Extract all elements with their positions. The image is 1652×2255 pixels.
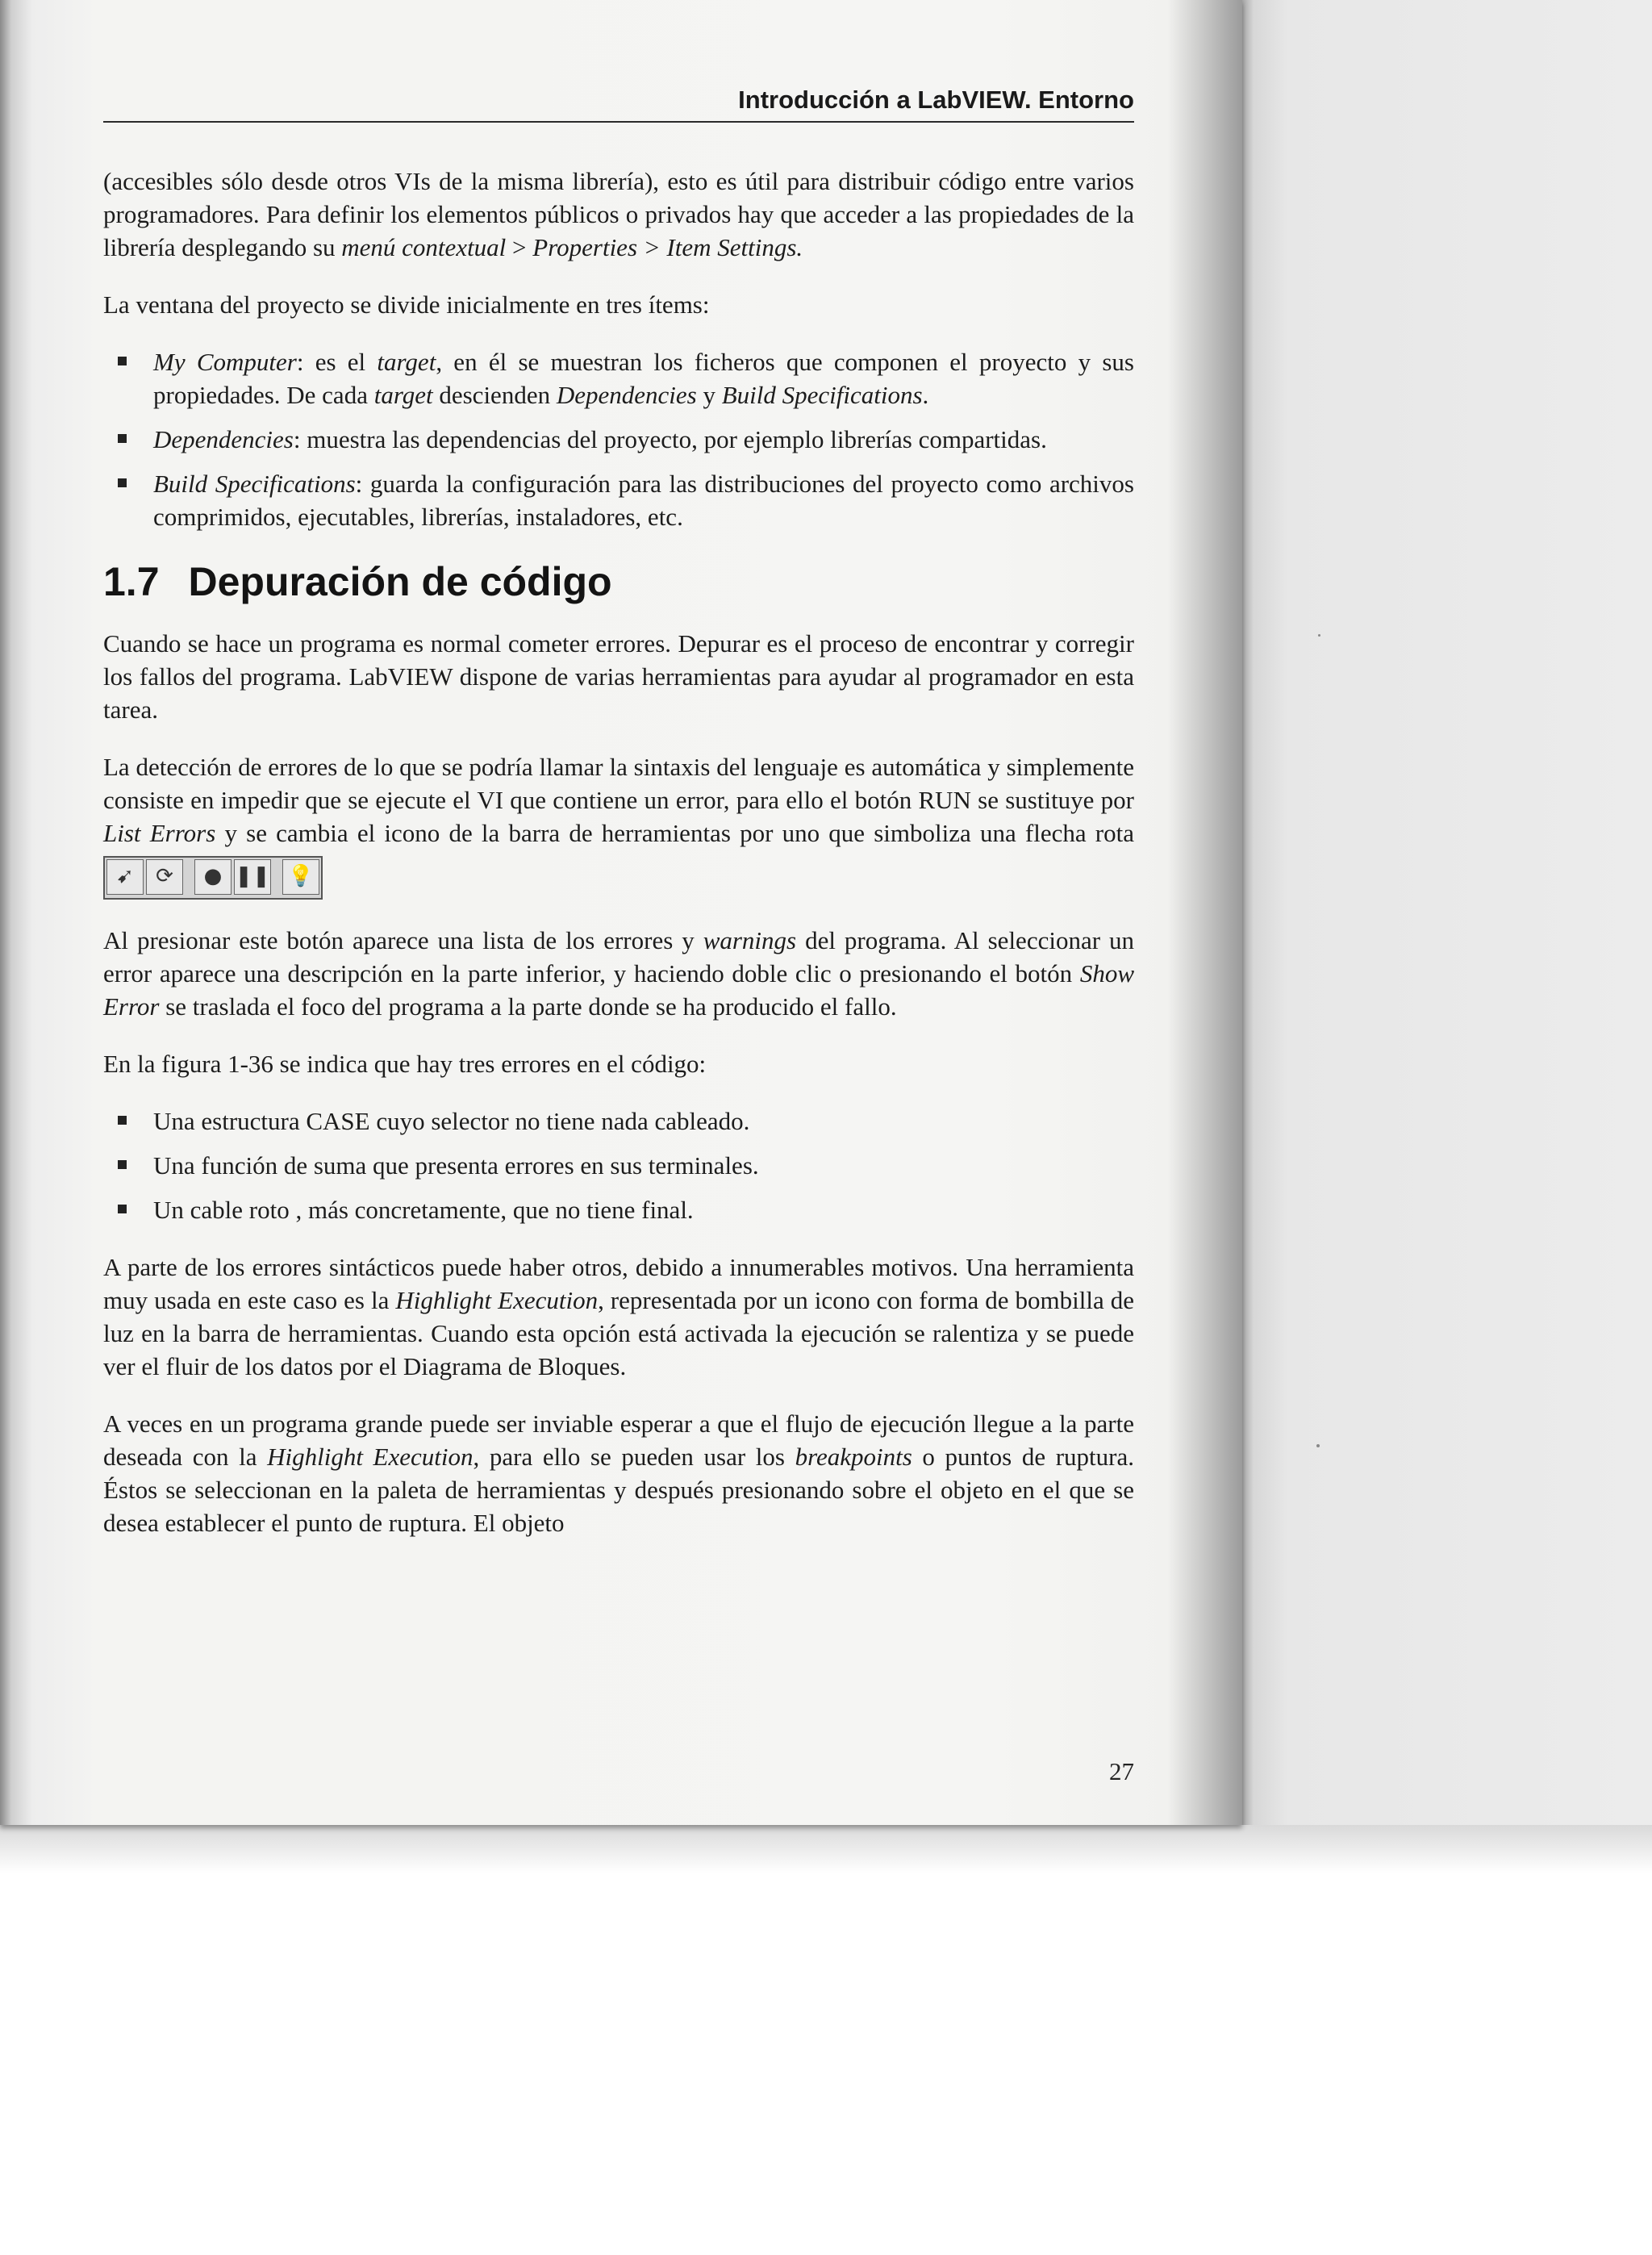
term: Dependencies: [556, 381, 697, 409]
term-show-error: Show Error: [103, 958, 1134, 1021]
term: My Computer: [153, 348, 297, 376]
scanner-background-right: [1239, 0, 1652, 1825]
labview-toolbar-image: [103, 856, 323, 900]
item-text: descienden: [432, 381, 557, 409]
debug-paragraph-4: En la figura 1-36 se indica que hay tres errores en el código:: [103, 1049, 707, 1078]
paragraph-text: , representada por un icono con forma de bombilla de luz en la barra de herramientas. Cuando esta opción está activada la ejecución se ralentiza y se puede ver el fluir de los datos por el Diagrama de Bloques.: [103, 1285, 1134, 1380]
list-item-my-computer: [103, 345, 1134, 411]
page-number: 27: [1109, 1757, 1134, 1785]
section-heading: [103, 557, 1134, 606]
broken-run-arrow-icon: ➹: [106, 859, 144, 895]
item-text: Una estructura CASE cuyo selector no tiene nada cableado.: [153, 1106, 750, 1135]
item-text: Un cable roto , más concretamente, que no tiene final.: [153, 1195, 694, 1224]
run-continuously-icon: ⟳: [146, 859, 183, 895]
dust-speck: [1316, 1444, 1320, 1447]
term-breakpoints: breakpoints: [795, 1442, 912, 1471]
errors-list: [103, 1105, 1134, 1226]
paragraph-text: y se cambia el icono de la barra de herramientas por uno que simboliza una flecha rota: [215, 819, 1134, 847]
bullet-icon: [118, 478, 127, 487]
debug-paragraph-6: [103, 1407, 1134, 1539]
highlight-execution-bulb-icon: 💡: [282, 859, 319, 895]
paragraph-text: , para ello se pueden usar los: [473, 1442, 795, 1471]
term: Build Specifications: [153, 470, 356, 498]
paragraph-text: La detección de errores de lo que se podría llamar la sintaxis del lenguaje es automática y simplemente consiste en impedir que se ejecute el VI que contiene un error, para ello el botón RUN se sustituye por: [103, 753, 1134, 814]
term-highlight-execution: Highlight Execution: [395, 1285, 599, 1314]
section-number: 1.7: [103, 559, 160, 604]
intro-paragraph-1: [103, 165, 1134, 264]
list-item-dependencies: [103, 423, 1134, 456]
paragraph-text: o puntos de ruptura. Éstos se seleccionan en la paleta de herramientas y después presionando sobre el objeto en el que se desea establecer el punto de ruptura. El objeto: [103, 1442, 1134, 1537]
term-highlight-execution: Highlight Execution: [267, 1442, 473, 1471]
term-list-errors: List Errors: [103, 819, 216, 847]
list-item: [103, 1149, 1134, 1182]
item-text: : muestra las dependencias del proyecto, por ejemplo librerías compartidas.: [293, 425, 1047, 453]
intro-paragraph-2: La ventana del proyecto se divide inicialmente en tres ítems:: [103, 290, 710, 319]
body-text: [103, 165, 1134, 1564]
scanner-background-bottom: [0, 1825, 1652, 2255]
bullet-icon: [118, 357, 127, 365]
bullet-icon: [118, 1205, 127, 1213]
debug-paragraph-2: [103, 750, 1134, 900]
term-item-settings: > Item Settings.: [643, 233, 803, 261]
paragraph-text: A parte de los errores sintácticos puede haber otros, debido a innumerables motivos. Una herramienta muy usada en este caso es la: [103, 1252, 1134, 1314]
term-properties: Properties: [532, 233, 638, 261]
list-item-build-specifications: [103, 467, 1134, 533]
separator: >: [506, 233, 533, 261]
project-items-list: [103, 345, 1134, 533]
item-text: : es el: [296, 348, 378, 376]
paragraph-text: se traslada el foco del programa a la parte donde se ha producido el fallo.: [159, 992, 897, 1021]
debug-paragraph-5: [103, 1251, 1134, 1383]
list-item: [103, 1105, 1134, 1138]
intro-text: (accesibles sólo desde otros VIs de la misma librería), esto es útil para distribuir código entre varios programadores. Para definir los elementos públicos o privados hay que acceder a las propiedades de la librería desplegando su: [103, 167, 1134, 261]
item-text: : guarda la configuración para las distribuciones del proyecto como archivos comprimidos, ejecutables, librerías, instaladores, etc.: [153, 470, 1134, 531]
item-text: .: [922, 381, 929, 409]
section-title: Depuración de código: [188, 559, 612, 604]
term: target: [377, 348, 436, 376]
bullet-icon: [118, 1116, 127, 1125]
paragraph-text: del programa. Al seleccionar un error aparece una descripción en la parte inferior, y haciendo doble clic o presionando el botón: [103, 925, 1134, 988]
list-item: [103, 1193, 1134, 1226]
dust-speck: [1318, 634, 1320, 637]
item-text: y: [696, 381, 722, 409]
pause-icon: ❚❚: [234, 859, 271, 895]
debug-paragraph-1: Cuando se hace un programa es normal cometer errores. Depurar es el proceso de encontrar y corregir los fallos del programa. LabVIEW dispone de varias herramientas para ayudar al programador en esta tarea.: [103, 629, 1134, 724]
running-header: Introducción a LabVIEW. Entorno: [103, 86, 1134, 123]
paragraph-text: Al presionar este botón aparece una lista de los errores y: [103, 925, 703, 954]
bullet-icon: [118, 1160, 127, 1169]
term-warnings: warnings: [703, 925, 797, 954]
abort-execution-icon: ●: [194, 859, 232, 895]
item-text: Una función de suma que presenta errores en sus terminales.: [153, 1150, 759, 1180]
debug-paragraph-3: [103, 924, 1134, 1023]
term: Build Specifications: [721, 381, 923, 409]
term-menu-contextual: menú contextual: [341, 233, 507, 261]
term: Dependencies: [153, 425, 294, 453]
paragraph-text: A veces en un programa grande puede ser inviable esperar a que el flujo de ejecución llegue a la parte deseada con la: [103, 1409, 1134, 1471]
term: target: [373, 381, 433, 409]
bullet-icon: [118, 434, 127, 443]
item-text: , en él se muestran los ficheros que componen el proyecto y sus propiedades. De cada: [153, 348, 1135, 409]
